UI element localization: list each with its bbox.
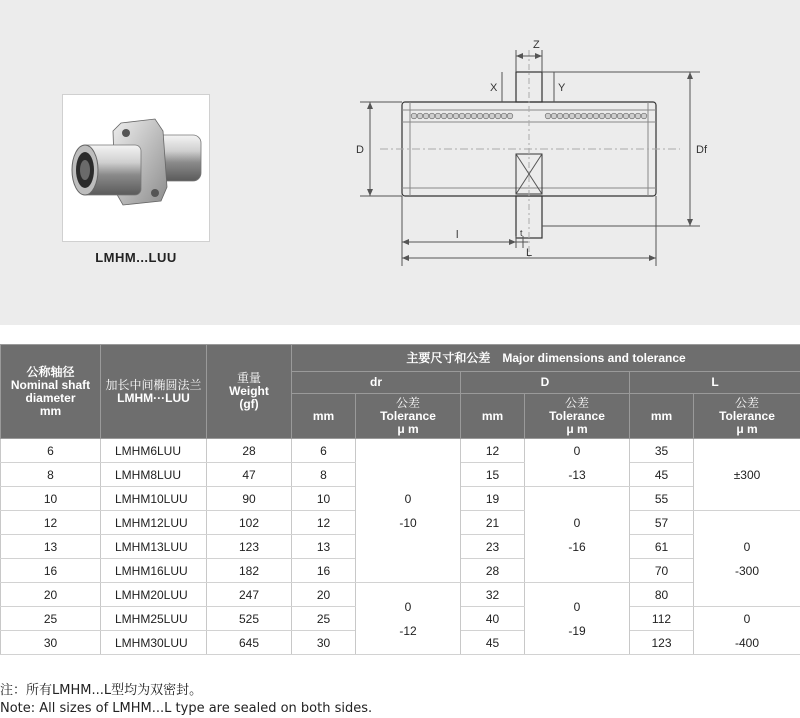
cell-dr-tolerance-a	[356, 439, 461, 583]
cell-L: 123	[630, 631, 694, 655]
tolerance-en: Tolerance	[719, 408, 775, 423]
cell-dr: 12	[292, 511, 356, 535]
header-D: D	[461, 372, 630, 394]
cell-dr: 30	[292, 631, 356, 655]
cell-shaft: 13	[1, 535, 101, 559]
cell-L-tolerance-a: ±300	[694, 439, 800, 511]
header-model	[101, 345, 207, 439]
cell-dr: 10	[292, 487, 356, 511]
cell-D: 28	[461, 559, 525, 583]
cell-model: LMHM20LUU	[101, 583, 207, 607]
header-shaft	[1, 345, 101, 439]
tol-lower: -13	[568, 467, 586, 482]
dim-label-df: Df	[696, 144, 707, 156]
table-row	[1, 583, 800, 607]
header-weight-en: Weight	[229, 384, 269, 398]
tolerance-en: Tolerance	[549, 408, 605, 423]
cell-L: 112	[630, 607, 694, 631]
cell-dr: 13	[292, 535, 356, 559]
cell-D: 32	[461, 583, 525, 607]
tol-lower: -12	[399, 623, 417, 638]
header-major-dimensions: 主要尺寸和公差 Major dimensions and tolerance	[292, 345, 800, 372]
tol-upper: 0	[404, 491, 412, 506]
header-dr: dr	[292, 372, 461, 394]
cell-L: 55	[630, 487, 694, 511]
cell-model: LMHM16LUU	[101, 559, 207, 583]
note-en: Note: All sizes of LMHM...L type are sealed on both sides.	[0, 701, 373, 716]
header-dr-mm: mm	[292, 394, 356, 439]
dim-label-l-big: L	[526, 247, 533, 259]
header-L-mm: mm	[630, 394, 694, 439]
cell-L: 57	[630, 511, 694, 535]
cell-D: 12	[461, 439, 525, 463]
cell-shaft: 25	[1, 607, 101, 631]
cell-shaft: 20	[1, 583, 101, 607]
header-L-tolerance	[694, 394, 800, 439]
cell-shaft: 30	[1, 631, 101, 655]
tol-lower: -16	[568, 539, 586, 554]
bushing-photo-illustration	[63, 95, 209, 241]
header-D-mm: mm	[461, 394, 525, 439]
cell-model: LMHM12LUU	[101, 511, 207, 535]
cell-weight: 47	[207, 463, 292, 487]
cell-L-tolerance-c	[694, 607, 800, 655]
cell-D: 40	[461, 607, 525, 631]
cell-weight: 28	[207, 439, 292, 463]
tol-upper: 0	[743, 611, 751, 626]
cell-model: LMHM13LUU	[101, 535, 207, 559]
tol-lower: -400	[735, 635, 760, 650]
cell-D-tolerance-c	[525, 583, 630, 655]
cell-dr-tolerance-b	[356, 583, 461, 655]
tolerance-cn: 公差	[735, 395, 760, 410]
header-weight-cn: 重量	[236, 371, 261, 385]
cell-weight: 90	[207, 487, 292, 511]
header-L: L	[630, 372, 800, 394]
cell-shaft: 8	[1, 463, 101, 487]
cell-weight: 123	[207, 535, 292, 559]
cell-shaft: 6	[1, 439, 101, 463]
header-model-en: LMHM···LUU	[117, 390, 190, 405]
cell-L: 35	[630, 439, 694, 463]
cell-D: 15	[461, 463, 525, 487]
cell-D-tolerance-a	[525, 439, 630, 487]
ball-row-upper-right	[545, 113, 647, 119]
cell-L: 70	[630, 559, 694, 583]
header-D-tolerance	[525, 394, 630, 439]
header-weight-unit: (gf)	[239, 397, 259, 411]
cell-model: LMHM30LUU	[101, 631, 207, 655]
tolerance-unit: μ m	[566, 421, 588, 436]
tolerance-cn: 公差	[564, 395, 589, 410]
cell-shaft: 12	[1, 511, 101, 535]
product-photo	[62, 94, 210, 242]
cell-weight: 645	[207, 631, 292, 655]
note-cn: 注：所有LMHM...L型均为双密封。	[0, 683, 203, 698]
dim-label-l-small: l	[456, 229, 459, 241]
cell-weight: 102	[207, 511, 292, 535]
cell-dr: 8	[292, 463, 356, 487]
cell-dr: 16	[292, 559, 356, 583]
tol-lower: -19	[568, 623, 586, 638]
cell-dr: 25	[292, 607, 356, 631]
tol-upper: 0	[573, 443, 581, 458]
tol-upper: 0	[573, 515, 581, 530]
cell-weight: 525	[207, 607, 292, 631]
product-label: LMHM...LUU	[95, 250, 177, 265]
notes	[0, 682, 372, 718]
ball-row-upper-left	[411, 113, 513, 119]
cell-D-tolerance-b	[525, 487, 630, 583]
cell-dr: 20	[292, 583, 356, 607]
dimension-drawing	[340, 30, 720, 270]
dim-label-t: t	[520, 228, 523, 238]
cell-shaft: 10	[1, 487, 101, 511]
tol-lower: -300	[735, 563, 760, 578]
dim-label-x: X	[490, 82, 498, 94]
header-dr-tolerance	[356, 394, 461, 439]
dim-label-y: Y	[558, 82, 566, 94]
cell-shaft: 16	[1, 559, 101, 583]
cell-weight: 247	[207, 583, 292, 607]
cell-model: LMHM25LUU	[101, 607, 207, 631]
cell-weight: 182	[207, 559, 292, 583]
cell-L: 45	[630, 463, 694, 487]
cell-dr: 6	[292, 439, 356, 463]
tol-upper: 0	[743, 539, 751, 554]
tol-upper: 0	[404, 599, 412, 614]
dim-label-z: Z	[533, 39, 540, 51]
cell-L-tolerance-b	[694, 511, 800, 607]
dim-label-d: D	[356, 144, 364, 156]
header-shaft-en: Nominal shaft diameter	[10, 377, 91, 405]
header-weight	[207, 345, 292, 439]
tol-lower: -10	[399, 515, 417, 530]
tolerance-en: Tolerance	[380, 408, 436, 423]
header-shaft-cn: 公称轴径	[26, 364, 75, 379]
cell-L: 61	[630, 535, 694, 559]
tolerance-unit: μ m	[736, 421, 758, 436]
cell-model: LMHM6LUU	[101, 439, 207, 463]
cell-model: LMHM8LUU	[101, 463, 207, 487]
tolerance-unit: μ m	[397, 421, 419, 436]
tol-upper: 0	[573, 599, 581, 614]
cell-D: 23	[461, 535, 525, 559]
cell-model: LMHM10LUU	[101, 487, 207, 511]
table-row	[1, 439, 800, 463]
product-figure-panel	[0, 0, 800, 325]
header-model-cn: 加长中间椭圆法兰	[105, 377, 202, 392]
cell-L: 80	[630, 583, 694, 607]
cell-D: 45	[461, 631, 525, 655]
spec-table	[0, 344, 800, 655]
header-shaft-unit: mm	[39, 403, 62, 418]
cell-D: 19	[461, 487, 525, 511]
tolerance-cn: 公差	[395, 395, 420, 410]
cell-D: 21	[461, 511, 525, 535]
